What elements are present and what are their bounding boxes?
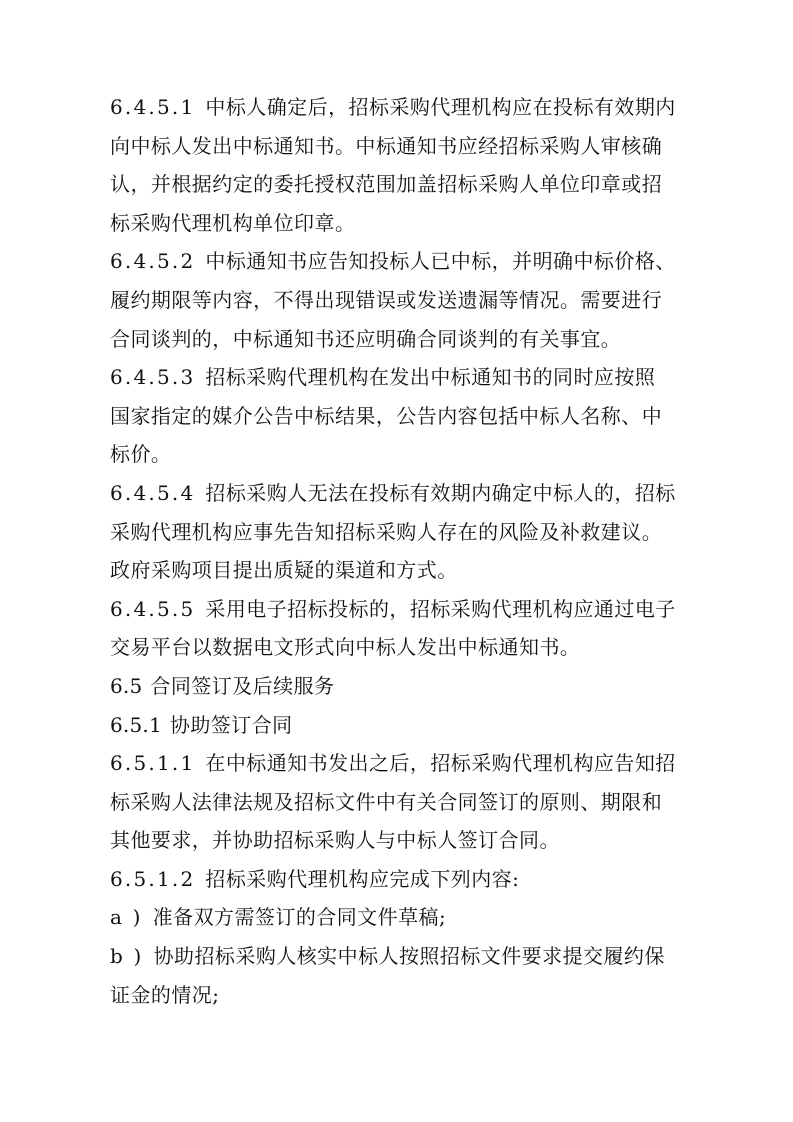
clause-text: 招标采购代理机构应完成下列内容:	[205, 866, 520, 891]
clause-6-5-1-2	[110, 860, 700, 899]
clause-text: 招标采购代理机构在发出中标通知书的同时应按照	[205, 365, 656, 390]
clause-text: 标价。	[110, 442, 172, 467]
section-heading-6-5-1	[110, 706, 700, 745]
document-body	[110, 88, 700, 1014]
clause-number: 6.4.5.4	[110, 480, 196, 505]
clause-text: 履约期限等内容，不得出现错误或发送遗漏等情况。需要进行	[110, 287, 663, 312]
clause-text: 标采购代理机构单位印章。	[110, 210, 356, 235]
clause-text: 采用电子招标投标的，招标采购代理机构应通过电子	[205, 596, 676, 621]
clause-text: 交易平台以数据电文形式向中标人发出中标通知书。	[110, 635, 581, 660]
list-item-text: 准备双方需签订的合同文件草稿;	[152, 905, 447, 930]
clause-6-4-5-3	[110, 358, 700, 474]
list-item-a	[110, 898, 700, 937]
list-item-b	[110, 937, 700, 1014]
clause-text: 向中标人发出中标通知书。中标通知书应经招标采购人审核确	[110, 133, 663, 158]
clause-6-4-5-5	[110, 590, 700, 667]
clause-text: 招标采购人无法在投标有效期内确定中标人的，招标	[205, 480, 676, 505]
clause-text: 合同谈判的，中标通知书还应明确合同谈判的有关事宜。	[110, 326, 622, 351]
clause-number: 6.4.5.5	[110, 596, 196, 621]
section-number: 6.5	[110, 673, 143, 698]
clause-number: 6.5.1.1	[110, 751, 196, 776]
section-title: 协助签订合同	[169, 712, 293, 737]
clause-text: 国家指定的媒介公告中标结果，公告内容包括中标人名称、中	[110, 403, 663, 428]
clause-number: 6.4.5.2	[110, 249, 196, 274]
clause-number: 6.5.1.2	[110, 866, 196, 891]
clause-text: 其他要求，并协助招标采购人与中标人签订合同。	[110, 828, 560, 853]
clause-text: 标采购人法律法规及招标文件中有关合同签订的原则、期限和	[110, 789, 663, 814]
clause-text: 中标人确定后，招标采购代理机构应在投标有效期内	[205, 95, 676, 119]
section-title: 合同签订及后续服务	[150, 673, 335, 698]
list-marker: a )	[110, 905, 143, 930]
clause-6-4-5-2	[110, 242, 700, 358]
list-marker: b )	[110, 944, 144, 969]
clause-number: 6.4.5.1	[110, 95, 196, 119]
section-heading-6-5	[110, 667, 700, 706]
clause-text: 中标通知书应告知投标人已中标，并明确中标价格、	[205, 249, 676, 274]
section-number: 6.5.1	[110, 712, 162, 737]
list-item-text: 协助招标采购人核实中标人按照招标文件要求提交履约保	[153, 944, 665, 969]
clause-text: 采购代理机构应事先告知招标采购人存在的风险及补救建议。	[110, 519, 663, 544]
clause-6-4-5-4	[110, 474, 700, 590]
clause-number: 6.4.5.3	[110, 365, 196, 390]
clause-text: 政府采购项目提出质疑的渠道和方式。	[110, 558, 458, 583]
clause-6-5-1-1	[110, 744, 700, 860]
clause-text: 在中标通知书发出之后，招标采购代理机构应告知招	[205, 751, 676, 776]
clause-6-4-5-1	[110, 88, 700, 242]
list-item-text: 证金的情况;	[110, 982, 220, 1007]
clause-text: 认，并根据约定的委托授权范围加盖招标采购人单位印章或招	[110, 172, 663, 197]
